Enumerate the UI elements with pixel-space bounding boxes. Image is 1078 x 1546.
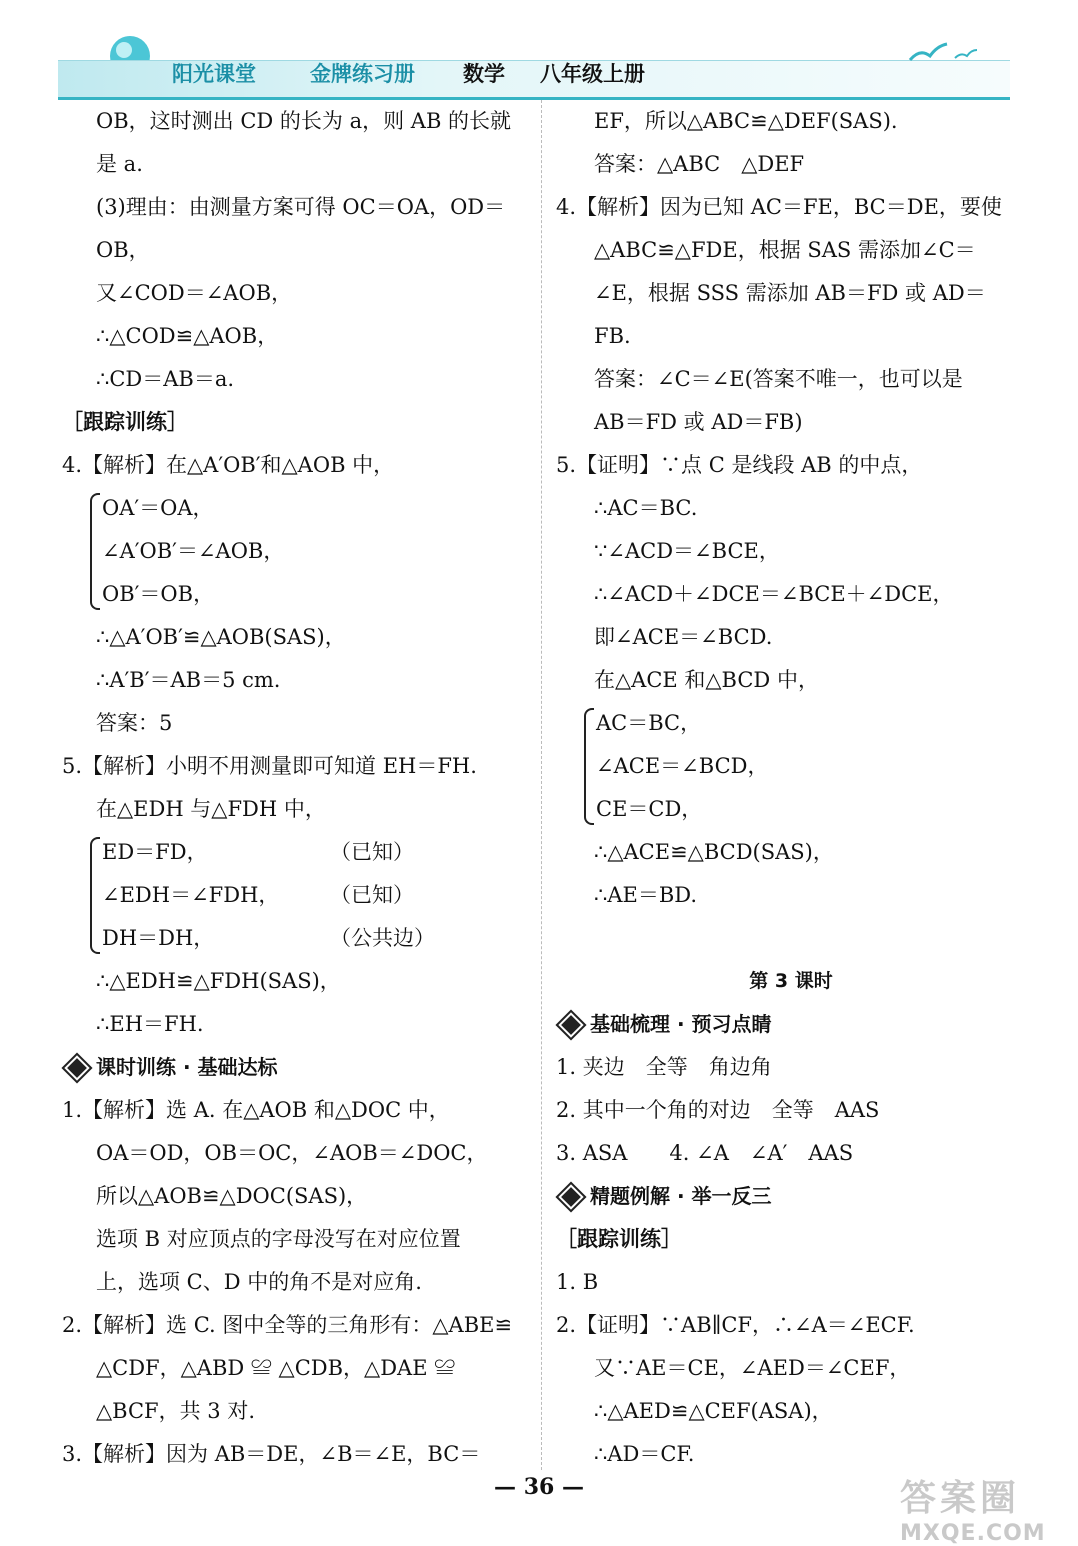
- book-name: 金牌练习册: [310, 62, 415, 86]
- question-2: 2.【证明】∵AB∥CF，∴∠A＝∠ECF.: [556, 1313, 915, 1337]
- brace-line: ∠A′OB′＝∠AOB，: [102, 539, 285, 563]
- text-line: △CDF，△ABD ≌ △CDB，△DAE ≌: [96, 1356, 456, 1380]
- text-line: ∴△AED≌△CEF(ASA)，: [594, 1399, 833, 1423]
- text-line: ∴AE＝BD.: [594, 883, 698, 907]
- question-5: 5.【解析】小明不用测量即可知道 EH＝FH.: [62, 754, 477, 778]
- text-line: 又∵AE＝CE，∠AED＝∠CEF，: [594, 1356, 911, 1380]
- section-label: ［跟踪训练］: [62, 410, 188, 434]
- equation-system: [556, 702, 1026, 831]
- brace-note: （已知）: [330, 883, 414, 907]
- diamond-icon: [558, 1184, 583, 1209]
- text-line: 在△EDH 与△FDH 中，: [96, 797, 326, 821]
- text-line: 又∠COD＝∠AOB，: [96, 281, 293, 305]
- equation-system: [62, 831, 532, 960]
- text-line: (3)理由：由测量方案可得 OC＝OA，OD＝: [96, 195, 506, 219]
- question-4: 4.【解析】因为已知 AC＝FE，BC＝DE，要使: [556, 195, 1002, 219]
- brace-eq: ∠EDH＝∠FDH，: [102, 883, 280, 907]
- brace-eq: DH＝DH，: [102, 926, 215, 950]
- question-2: 2.【解析】选 C. 图中全等的三角形有：△ABE≌: [62, 1313, 513, 1337]
- section-title: 基础梳理 · 预习点睛: [590, 1012, 772, 1036]
- answer-line: 3. ASA 4. ∠A ∠A′ AAS: [556, 1141, 854, 1165]
- answer-line: 1. 夹边 全等 角边角: [556, 1055, 772, 1079]
- left-column: [62, 100, 532, 1476]
- brace-line: CE＝CD，: [596, 797, 703, 821]
- question-1: 1.【解析】选 A. 在△AOB 和△DOC 中，: [62, 1098, 450, 1122]
- subject: 数学: [463, 62, 505, 86]
- watermark-logo: 答案圈: [900, 1478, 1021, 1519]
- text-line: 在△ACE 和△BCD 中，: [594, 668, 819, 692]
- text-line: 即∠ACE＝∠BCD.: [594, 625, 773, 649]
- brace-line: ∠ACE＝∠BCD，: [596, 754, 769, 778]
- answer-line: 答案：5: [96, 711, 173, 735]
- answer-line: 答案：△ABC △DEF: [594, 152, 805, 176]
- brace-line: OB′＝OB，: [102, 582, 215, 606]
- brand-name: 阳光课堂: [172, 62, 256, 86]
- question-5: 5.【证明】∵点 C 是线段 AB 的中点，: [556, 453, 923, 477]
- brace-note: （已知）: [330, 840, 414, 864]
- text-line: ∴EH＝FH.: [96, 1012, 204, 1036]
- text-line: 所以△AOB≌△DOC(SAS)，: [96, 1184, 368, 1208]
- text-line: ∴A′B′＝AB＝5 cm.: [96, 668, 281, 692]
- text-line: OA＝OD，OB＝OC，∠AOB＝∠DOC，: [96, 1141, 488, 1165]
- text-line: ∴△COD≌△AOB，: [96, 324, 279, 348]
- brace-note: （公共边）: [330, 926, 435, 950]
- section-title: 课时训练 · 基础达标: [96, 1055, 278, 1079]
- answer-line: 答案：∠C＝∠E(答案不唯一，也可以是: [594, 367, 963, 391]
- brace-line: [102, 917, 532, 960]
- brace-line: AC＝BC，: [596, 711, 702, 735]
- watermark: [900, 1470, 1070, 1546]
- text-line: ∴CD＝AB＝a.: [96, 367, 235, 391]
- equation-system: [62, 487, 532, 616]
- text-line: △ABC≌△FDE，根据 SAS 需添加∠C＝: [594, 238, 976, 262]
- spacer: [556, 917, 1026, 960]
- text-line: OB，这时测出 CD 的长为 a，则 AB 的长就: [96, 109, 512, 133]
- text-line: ∵∠ACD＝∠BCE，: [594, 539, 780, 563]
- text-line: ∴△ACE≌△BCD(SAS)，: [594, 840, 834, 864]
- section-heading: [62, 1046, 532, 1089]
- birds-icon: [905, 38, 985, 68]
- text-line: ∠E，根据 SSS 需添加 AB＝FD 或 AD＝: [594, 281, 986, 305]
- grade: 八年级上册: [540, 62, 645, 86]
- column-divider: [541, 100, 542, 1470]
- lesson-title: 第 3 课时: [749, 970, 833, 992]
- page-header: [0, 0, 1078, 100]
- text-line: 上，选项 C、D 中的角不是对应角.: [96, 1270, 422, 1294]
- text-line: ∴∠ACD＋∠DCE＝∠BCE＋∠DCE，: [594, 582, 954, 606]
- text-line: EF，所以△ABC≌△DEF(SAS).: [594, 109, 898, 133]
- text-line: AB＝FD 或 AD＝FB): [594, 410, 803, 434]
- brace-eq: ED＝FD，: [102, 840, 208, 864]
- section-heading: [556, 1175, 1026, 1218]
- text-line: ∴AD＝CF.: [594, 1442, 695, 1466]
- question-1: 1. B: [556, 1270, 599, 1294]
- section-heading: [556, 1003, 1026, 1046]
- right-column: [556, 100, 1026, 1476]
- text-line: ∴△A′OB′≌△AOB(SAS)，: [96, 625, 346, 649]
- section-label: ［跟踪训练］: [556, 1227, 682, 1251]
- text-line: FB.: [594, 324, 631, 348]
- answer-line: 2. 其中一个角的对边 全等 AAS: [556, 1098, 880, 1122]
- section-title: 精题例解 · 举一反三: [590, 1184, 772, 1208]
- watermark-url: MXQE.COM: [900, 1521, 1046, 1546]
- text-line: 是 a.: [96, 152, 143, 176]
- text-line: △BCF，共 3 对.: [96, 1399, 255, 1423]
- text-line: OB，: [96, 238, 150, 262]
- text-line: ∴△EDH≌△FDH(SAS)，: [96, 969, 341, 993]
- brace-line: [102, 874, 532, 917]
- text-line: 选项 B 对应顶点的字母没写在对应位置: [96, 1227, 461, 1251]
- question-4: 4.【解析】在△A′OB′和△AOB 中，: [62, 453, 395, 477]
- question-3: 3.【解析】因为 AB＝DE，∠B＝∠E，BC＝: [62, 1442, 481, 1466]
- page-number: — 36 —: [494, 1474, 584, 1500]
- diamond-icon: [64, 1055, 89, 1080]
- text-line: ∴AC＝BC.: [594, 496, 698, 520]
- brace-line: OA′＝OA，: [102, 496, 214, 520]
- brace-line: [102, 831, 532, 874]
- diamond-icon: [558, 1012, 583, 1037]
